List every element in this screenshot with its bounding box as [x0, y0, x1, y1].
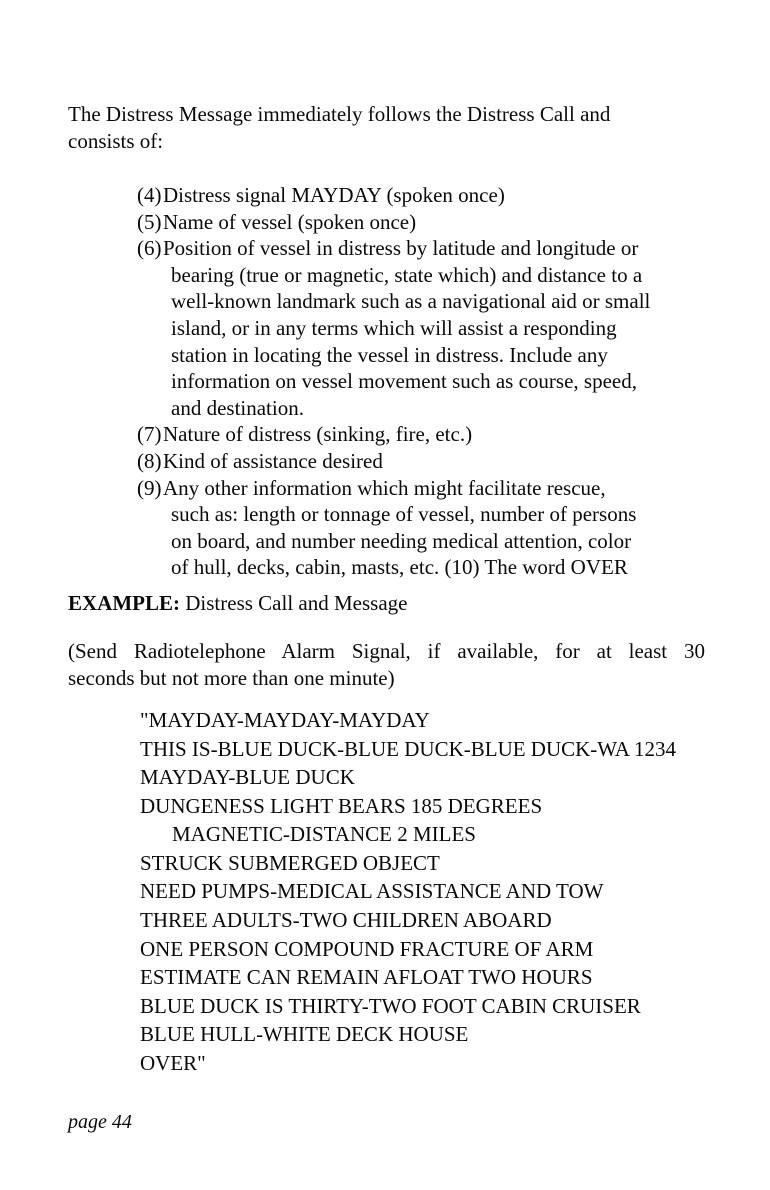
list-item-continuation-line: on board, and number needing medical attention, color	[171, 528, 632, 553]
message-line: ESTIMATE CAN REMAIN AFLOAT TWO HOURS	[140, 965, 593, 990]
list-item	[137, 448, 708, 475]
list-item-first-line	[137, 421, 708, 448]
list-item-text: Position of vessel in distress by latitude and longitude or	[163, 236, 639, 261]
list-item-continuation-line: station in locating the vessel in distress. Include any	[171, 342, 608, 367]
note-line: seconds but not more than one minute)	[68, 665, 395, 690]
list-item-first-line	[137, 182, 708, 209]
message-line: STRUCK SUBMERGED OBJECT	[140, 850, 440, 875]
message-line: BLUE DUCK IS THIRTY-TWO FOOT CABIN CRUISER	[140, 993, 641, 1018]
list-item-text: Kind of assistance desired	[163, 448, 383, 473]
list-item	[137, 209, 708, 236]
note-line: (Send Radiotelephone Alarm Signal, if available, for at least 30	[68, 638, 705, 663]
list-item	[137, 235, 708, 421]
list-item-continuation-line: bearing (true or magnetic, state which) and distance to a	[171, 262, 643, 287]
list-item	[137, 475, 708, 581]
list-item-first-line	[137, 475, 708, 502]
list-item-continuation-line: well-known landmark such as a navigational aid or small	[171, 289, 651, 314]
example-text: Distress Call and Message	[180, 590, 408, 615]
list-item-continuation-line: such as: length or tonnage of vessel, number of persons	[171, 502, 637, 527]
list-item	[137, 421, 708, 448]
message-line: BLUE HULL-WHITE DECK HOUSE	[140, 1022, 469, 1047]
list-item-first-line	[137, 448, 708, 475]
list-item-text: Nature of distress (sinking, fire, etc.)	[163, 422, 473, 447]
list-item-number: (5)	[137, 209, 162, 234]
message-line: ONE PERSON COMPOUND FRACTURE OF ARM	[140, 936, 594, 961]
intro-line: consists of:	[68, 129, 164, 153]
note-paragraph	[68, 638, 705, 692]
message-line: NEED PUMPS-MEDICAL ASSISTANCE AND TOW	[140, 879, 604, 904]
list-item-first-line	[137, 209, 708, 236]
message-line: MAGNETIC-DISTANCE 2 MILES	[172, 822, 476, 847]
list-item-text: Any other information which might facilitate rescue,	[163, 475, 606, 500]
list-item-number: (6)	[137, 236, 162, 261]
list-item-continuation-line: island, or in any terms which will assist a responding	[171, 315, 617, 340]
message-line: THREE ADULTS-TWO CHILDREN ABOARD	[140, 908, 552, 933]
example-heading	[68, 590, 708, 617]
message-line: OVER"	[140, 1051, 206, 1076]
list-item-first-line	[137, 235, 708, 262]
numbered-list	[137, 182, 708, 581]
list-item-text: Distress signal MAYDAY (spoken once)	[163, 183, 505, 207]
intro-line: The Distress Message immediately follows the Distress Call and	[68, 102, 611, 126]
list-item-continuation-line: and destination.	[171, 395, 304, 420]
message-line: "MAYDAY-MAYDAY-MAYDAY	[140, 707, 430, 732]
list-item-continuation-line: information on vessel movement such as course, speed,	[171, 369, 637, 394]
list-item-number: (4)	[137, 183, 162, 207]
distress-message-block	[140, 706, 708, 1078]
list-item-number: (8)	[137, 448, 162, 473]
intro-paragraph	[68, 101, 708, 155]
example-label: EXAMPLE:	[68, 590, 180, 615]
page-number: page 44	[68, 1110, 132, 1133]
message-line: THIS IS-BLUE DUCK-BLUE DUCK-BLUE DUCK-WA 1234	[140, 736, 677, 761]
list-item-number: (9)	[137, 475, 162, 500]
list-item-number: (7)	[137, 422, 162, 447]
list-item	[137, 182, 708, 209]
message-line: MAYDAY-BLUE DUCK	[140, 765, 355, 790]
message-line: DUNGENESS LIGHT BEARS 185 DEGREES	[140, 793, 543, 818]
list-item-text: Name of vessel (spoken once)	[163, 209, 417, 234]
list-item-continuation-line: of hull, decks, cabin, masts, etc. (10) The word OVER	[171, 555, 628, 580]
